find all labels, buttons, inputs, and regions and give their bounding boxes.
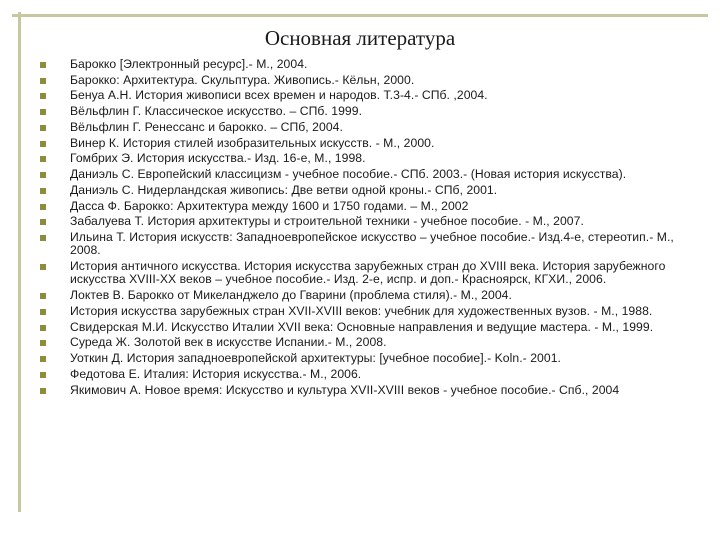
list-item — [40, 137, 696, 150]
list-item-text: Даниэль С. Нидерландская живопись: Две ветви одной кроны.- СПб, 2001. — [70, 182, 498, 197]
list-item-text: Барокко: Архитектура. Скульптура. Живопись.- Кёльн, 2000. — [70, 72, 415, 87]
square-bullet-icon — [40, 109, 46, 115]
square-bullet-icon — [40, 93, 46, 99]
left-rule — [18, 12, 21, 512]
list-item-text: Якимович А. Новое время: Искусство и культура XVII-XVIII веков - учебное пособие.- Спб., 2004 — [70, 382, 620, 397]
literature-list — [40, 58, 696, 399]
square-bullet-icon — [40, 372, 46, 378]
top-rule — [12, 14, 708, 17]
list-item-text: Барокко [Электронный ресурс].- М., 2004. — [70, 57, 308, 71]
list-item — [40, 352, 696, 365]
page-title-text: Основная литература — [264, 26, 456, 50]
list-item-text: Уоткин Д. История западноевропейской архитектуры: [учебное пособие].- Koln.- 2001. — [70, 351, 561, 366]
list-item — [40, 368, 696, 381]
square-bullet-icon — [40, 340, 46, 346]
list-item — [40, 231, 696, 258]
list-item-text: Ильина Т. История искусств: Западноевропейское искусство – учебное пособие.- Изд.4-е, стереотип.- М., 2008. — [70, 230, 674, 258]
list-item-text: Вёльфлин Г. Ренессанс и барокко. – СПб, 2004. — [70, 119, 343, 134]
list-item — [40, 200, 696, 213]
list-item — [40, 152, 696, 165]
square-bullet-icon — [40, 125, 46, 131]
list-item — [40, 260, 696, 287]
list-item — [40, 321, 696, 334]
square-bullet-icon — [40, 156, 46, 162]
square-bullet-icon — [40, 293, 46, 299]
list-item — [40, 89, 696, 102]
list-item-text: Суреда Ж. Золотой век в искусстве Испании.- М., 2008. — [70, 335, 387, 350]
list-item — [40, 384, 696, 397]
square-bullet-icon — [40, 264, 46, 270]
list-item-text: Дасса Ф. Барокко: Архитектура между 1600 и 1750 годами. – М., 2002 — [70, 198, 469, 213]
square-bullet-icon — [40, 204, 46, 210]
square-bullet-icon — [40, 141, 46, 147]
list-item — [40, 74, 696, 87]
page-title — [0, 26, 720, 51]
list-item-text: Свидерская М.И. Искусство Италии XVII века: Основные направления и ведущие мастера. - М., 1999. — [70, 319, 654, 334]
list-item-text: Даниэль С. Европейский классицизм - учебное пособие.- СПб. 2003.- (Новая история искусства). — [70, 167, 627, 182]
list-item-text: История искусства зарубежных стран XVII-XVIII веков: учебник для художественных вузов. - М., 1988. — [70, 303, 653, 318]
list-item-text: Забалуева Т. История архитектуры и строительной техники - учебное пособие. - М., 2007. — [70, 214, 584, 229]
square-bullet-icon — [40, 325, 46, 331]
list-item — [40, 184, 696, 197]
list-item — [40, 105, 696, 118]
square-bullet-icon — [40, 172, 46, 178]
list-item-text: Винер К. История стилей изобразительных искусств. - М., 2000. — [70, 135, 435, 150]
list-item — [40, 58, 696, 71]
list-item — [40, 215, 696, 228]
list-item — [40, 168, 696, 181]
list-item — [40, 289, 696, 302]
list-item-text: Бенуа А.Н. История живописи всех времен и народов. Т.3-4.- СПб. ,2004. — [70, 88, 488, 103]
square-bullet-icon — [40, 309, 46, 315]
square-bullet-icon — [40, 78, 46, 84]
square-bullet-icon — [40, 219, 46, 225]
square-bullet-icon — [40, 356, 46, 362]
list-item-text: История античного искусства. История искусства зарубежных стран до XVIII века. История зарубежного искусства XVIII-XX веков – учебное пособие.- Изд. 2-е, испр. и доп.- Красноярск, КГХИ., 2006. — [70, 259, 666, 287]
square-bullet-icon — [40, 62, 46, 68]
list-item-text: Вёльфлин Г. Классическое искусство. – СПб. 1999. — [70, 104, 363, 119]
square-bullet-icon — [40, 388, 46, 394]
list-item — [40, 121, 696, 134]
list-item — [40, 336, 696, 349]
list-item-text: Гомбрих Э. История искусства.- Изд. 16-е, М., 1998. — [70, 151, 366, 166]
square-bullet-icon — [40, 235, 46, 241]
list-item-text: Локтев В. Барокко от Микеланджело до Гварини (проблема стиля).- М., 2004. — [70, 288, 512, 303]
list-item — [40, 305, 696, 318]
list-item-text: Федотова Е. Италия: История искусства.- М., 2006. — [70, 366, 362, 381]
square-bullet-icon — [40, 188, 46, 194]
